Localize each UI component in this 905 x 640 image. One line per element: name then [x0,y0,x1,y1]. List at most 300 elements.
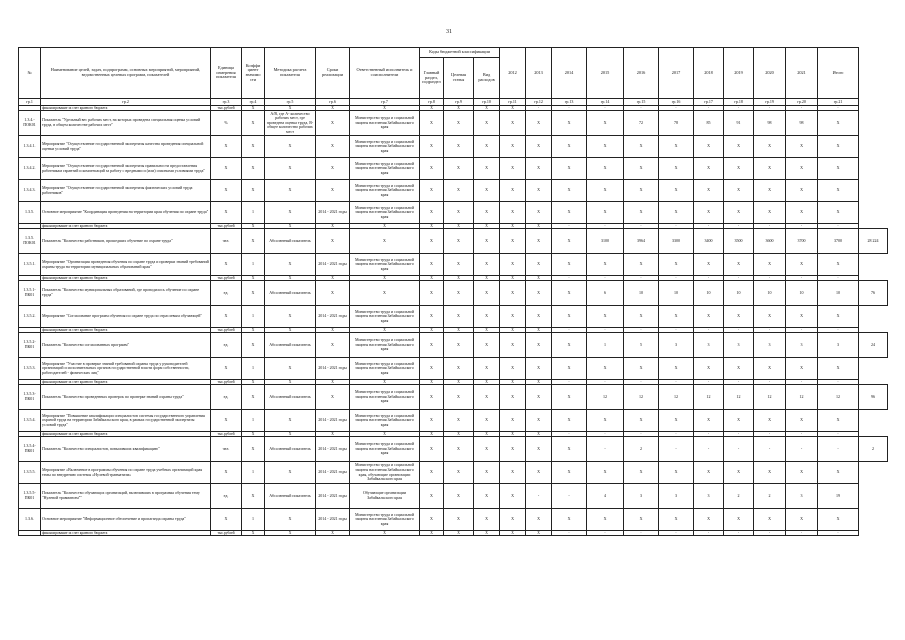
cell: X [500,328,526,333]
cell: X [420,111,444,136]
row-code: 1.3.5.5. [19,462,41,484]
cell: X [552,385,587,410]
column-number: гр.7 [350,99,420,106]
cell: X [526,281,552,306]
cell: - [786,224,818,229]
column-number: гр.19 [754,99,786,106]
page-number: 31 [446,29,452,35]
row-code: 1.3.5.3. [19,358,41,380]
row-code: 1.3.5.2. [19,306,41,328]
cell: Абсолютный показатель [265,385,316,410]
row-code: 1.3.5.5- ПК01 [19,484,41,509]
cell: X [420,437,444,462]
cell: X [500,111,526,136]
cell: X [552,462,587,484]
cell: X [624,410,659,432]
column-number: гр.14 [587,99,624,106]
cell: 2 [754,484,786,509]
cell: X [444,229,474,254]
cell: X [444,306,474,328]
cell: X [242,333,265,358]
cell: X [786,306,818,328]
cell: Абсолютный показатель [265,437,316,462]
column-number: гр.15 [624,99,659,106]
cell: X [265,276,316,281]
cell: X [624,158,659,180]
cell: X [474,229,500,254]
row-title: Мероприятие "Организация проведения обучения по охране труда и проверки знаний требований охраны труда на территории муниципальных образований края" [41,254,211,276]
cell: X [818,358,859,380]
cell: X [500,229,526,254]
cell: X [474,111,500,136]
cell: - [724,380,754,385]
cell: X [587,136,624,158]
cell: X [694,509,724,531]
cell: X [420,509,444,531]
cell: X [444,224,474,229]
cell: - [552,531,587,536]
cell: X [624,202,659,224]
cell: 10 [724,281,754,306]
cell: X [265,136,316,158]
cell: X [526,111,552,136]
cell: X [659,180,694,202]
header-unit: Единица измерения показателя [211,48,242,99]
cell: X [724,462,754,484]
cell: - [552,432,587,437]
cell: X [350,328,420,333]
cell: 3700 [818,229,859,254]
cell: X [316,111,350,136]
cell: 2 [859,437,888,462]
cell: X [552,358,587,380]
cell: X [316,385,350,410]
cell: X [659,158,694,180]
cell: X [242,111,265,136]
cell: X [624,180,659,202]
cell: - [659,437,694,462]
cell: X [694,158,724,180]
cell: X [587,358,624,380]
cell: - [552,484,587,509]
cell: 28 224 [859,229,888,254]
cell: - [552,380,587,385]
cell: X [500,484,526,509]
cell: X [552,229,587,254]
program-table [18,47,888,536]
cell: X [444,276,474,281]
row-code: 1.3.4.2. [19,158,41,180]
cell: X [316,229,350,254]
indicator-row [19,229,888,254]
cell: - [818,437,859,462]
cell: X [474,281,500,306]
cell: X [624,254,659,276]
cell: X [724,306,754,328]
cell: X [500,437,526,462]
cell: X [526,333,552,358]
cell: X [316,328,350,333]
cell: X [444,358,474,380]
cell: X [624,358,659,380]
column-number: гр.6 [316,99,350,106]
row-title: финансирование за счет краевого бюджета [41,380,211,385]
cell: X [526,437,552,462]
column-number: гр.21 [818,99,859,106]
cell: X [420,106,444,111]
cell: X [474,462,500,484]
cell: X [786,202,818,224]
cell: - [624,276,659,281]
measure-row [19,358,888,380]
cell: X [420,328,444,333]
column-number: гр.17 [694,99,724,106]
cell: X [265,328,316,333]
cell: X [350,531,420,536]
cell: 98 [786,111,818,136]
cell: 10 [786,281,818,306]
row-code: 1.3.5.2- ПК01 [19,333,41,358]
cell: 85 [694,111,724,136]
cell: X [211,202,242,224]
cell: 2014 - 2021 годы [316,306,350,328]
cell: X [444,281,474,306]
cell: - [659,531,694,536]
cell: 10 [818,281,859,306]
cell: X [786,509,818,531]
cell: Министерство труда и социальной защиты населения Забайкальского края [350,437,420,462]
cell: - [624,224,659,229]
cell: тыс.рублей [211,106,242,111]
cell: X [474,202,500,224]
cell: Министерство труда и социальной защиты населения Забайкальского края [350,306,420,328]
row-code: 1.3.5.1- ПК01 [19,281,41,306]
cell: 12 [694,385,724,410]
cell: X [444,328,474,333]
cell: X [500,281,526,306]
cell: - [818,380,859,385]
table-body [19,106,888,536]
cell: 3500 [724,229,754,254]
row-title: финансирование за счет краевого бюджета [41,106,211,111]
cell: X [242,385,265,410]
cell: 3 [694,484,724,509]
cell: - [724,276,754,281]
cell: X [211,254,242,276]
column-number: гр.9 [444,99,474,106]
cell: X [659,358,694,380]
cell: Абсолютный показатель [265,229,316,254]
cell: X [265,531,316,536]
cell: X [316,136,350,158]
cell: X [818,111,859,136]
cell: X [444,432,474,437]
cell: X [552,202,587,224]
cell: X [500,254,526,276]
cell: A/B, где A- количество рабочих мест, где проведена оценка труда, B- общее количество рабочих мест [265,111,316,136]
cell: X [659,254,694,276]
cell: X [474,358,500,380]
cell: X [526,432,552,437]
cell: X [724,158,754,180]
cell: X [694,180,724,202]
cell: X [350,432,420,437]
cell: X [420,224,444,229]
cell: - [587,106,624,111]
indicator-row [19,437,888,462]
cell: X [694,254,724,276]
row-title: финансирование за счет краевого бюджета [41,224,211,229]
column-number: гр.11 [500,99,526,106]
cell: - [552,224,587,229]
cell: X [420,158,444,180]
cell: X [754,158,786,180]
cell: X [350,229,420,254]
cell: X [474,306,500,328]
cell: 3 [724,333,754,358]
cell: Министерство труда и социальной защиты населения Забайкальского края [350,202,420,224]
cell: X [526,136,552,158]
cell: X [474,380,500,385]
cell: X [500,158,526,180]
cell: - [818,432,859,437]
cell: X [526,358,552,380]
cell: X [500,462,526,484]
cell: - [587,437,624,462]
cell: X [474,180,500,202]
cell: - [624,106,659,111]
cell: X [265,462,316,484]
cell: 12 [659,385,694,410]
cell: - [694,224,724,229]
cell: X [420,410,444,432]
cell: - [587,276,624,281]
cell: Министерство труда и социальной защиты населения Забайкальского края [350,111,420,136]
cell: X [724,410,754,432]
cell: 12 [624,385,659,410]
header-name: Наименование целей, задач, подпрограмм, основных мероприятий, мероприятий, ведомственных целевых программ, показателей [41,48,211,99]
cell: 10 [659,281,694,306]
cell: X [242,224,265,229]
cell: 1 [242,462,265,484]
cell: X [265,224,316,229]
header-year-2015: 2015 [587,48,624,99]
cell: X [526,229,552,254]
cell: X [265,432,316,437]
cell: 3600 [754,229,786,254]
cell: тыс.рублей [211,380,242,385]
cell: X [552,254,587,276]
cell: X [420,484,444,509]
cell: X [474,385,500,410]
cell: 3 [659,484,694,509]
cell: X [444,106,474,111]
column-number: гр.16 [659,99,694,106]
cell: 12 [754,385,786,410]
cell: X [786,180,818,202]
cell: - [694,432,724,437]
cell: X [818,254,859,276]
cell: X [242,432,265,437]
cell: X [350,106,420,111]
header-year-2012: 2012 [500,48,526,99]
cell: - [694,380,724,385]
cell: X [474,432,500,437]
header-year-2021: 2021 [786,48,818,99]
cell: X [587,111,624,136]
cell: X [316,106,350,111]
cell: X [242,136,265,158]
cell: X [818,158,859,180]
cell: X [500,432,526,437]
cell: X [552,509,587,531]
row-title: Показатель "Количество муниципальных образований, где проводилось обучение по охране труда" [41,281,211,306]
cell: X [786,136,818,158]
cell: 1 [242,410,265,432]
cell: - [624,531,659,536]
measure-row [19,254,888,276]
cell: - [786,432,818,437]
cell: X [526,180,552,202]
cell: - [724,437,754,462]
cell: X [659,136,694,158]
cell: X [500,136,526,158]
cell: 6 [587,281,624,306]
cell: X [500,224,526,229]
measure-row [19,410,888,432]
cell: X [526,306,552,328]
cell: X [724,202,754,224]
cell: X [265,410,316,432]
cell: - [818,276,859,281]
header-year-2019: 2019 [724,48,754,99]
cell: - [552,276,587,281]
header-year-2013: 2013 [526,48,552,99]
cell: - [724,432,754,437]
cell: X [754,202,786,224]
cell: - [659,224,694,229]
cell: X [500,385,526,410]
cell: X [316,180,350,202]
cell: 4 [587,484,624,509]
cell: 3400 [694,229,724,254]
cell: - [694,328,724,333]
cell: X [659,202,694,224]
column-number: гр.3 [211,99,242,106]
cell: X [786,462,818,484]
column-number: гр.18 [724,99,754,106]
column-number: гр.2 [41,99,211,106]
row-title: Показатель "Удельный вес рабочих мест, на которых проведена специальная оценка условий труда, в общем количестве рабочих мест" [41,111,211,136]
cell: 2014 - 2021 годы [316,410,350,432]
cell: чел. [211,437,242,462]
cell: - [786,437,818,462]
cell: X [754,180,786,202]
row-title: Мероприятие "Согласование программ обучения по охране труда по отраслевым обучающей" [41,306,211,328]
cell: X [420,333,444,358]
cell: - [587,531,624,536]
cell: X [624,509,659,531]
column-number: гр.1 [19,99,41,106]
cell: X [444,462,474,484]
cell: - [587,224,624,229]
cell: - [552,106,587,111]
cell: 10 [624,281,659,306]
cell: X [316,224,350,229]
measure-row [19,202,888,224]
cell: X [444,202,474,224]
indicator-row [19,111,888,136]
measure-row [19,462,888,484]
cell: X [500,380,526,385]
cell: X [552,410,587,432]
cell: 2014 - 2021 годы [316,462,350,484]
cell: Абсолютный показатель [265,484,316,509]
cell: X [242,229,265,254]
cell: X [265,358,316,380]
cell: X [350,281,420,306]
cell: X [724,509,754,531]
cell: - [552,328,587,333]
cell: Министерство труда и социальной защиты населения Забайкальского края [350,180,420,202]
cell: X [526,254,552,276]
cell: 2014 - 2021 годы [316,484,350,509]
cell: X [474,158,500,180]
cell: ед. [211,281,242,306]
cell: 5 [624,333,659,358]
cell: чел. [211,229,242,254]
column-number: гр.20 [786,99,818,106]
cell: 2 [624,437,659,462]
row-title: Показатель "Количество работников, прошедших обучение по охране труда" [41,229,211,254]
cell: Обучающие организации Забайкальского края [350,484,420,509]
cell: X [624,306,659,328]
row-title: финансирование за счет краевого бюджета [41,531,211,536]
cell: X [694,462,724,484]
cell: X [474,254,500,276]
cell: X [474,509,500,531]
cell: X [818,410,859,432]
cell: X [624,462,659,484]
cell: - [818,531,859,536]
row-title: Мероприятие "Повышение квалификации специалистов системы государственного управления охраной труда на территории Забайкальского края, в рамках государственной экспертизы условий труда" [41,410,211,432]
cell: % [211,111,242,136]
cell: ед. [211,385,242,410]
cell: X [316,531,350,536]
cell: X [242,106,265,111]
cell: X [444,180,474,202]
cell: X [444,136,474,158]
cell: X [500,531,526,536]
row-title: Мероприятие "Осуществление государственной экспертизы качества проведения специальной оценки условий труда" [41,136,211,158]
cell: 76 [859,281,888,306]
header-code-type: Вид расходов [474,58,500,99]
cell: - [724,224,754,229]
cell: X [500,410,526,432]
cell: X [552,136,587,158]
cell: X [420,380,444,385]
cell: X [694,306,724,328]
cell: 1 [587,333,624,358]
cell: 10 [754,281,786,306]
row-title: Основное мероприятие "Координация проведения на территории края обучения по охране труда" [41,202,211,224]
cell: X [444,531,474,536]
cell: X [754,136,786,158]
cell: X [474,410,500,432]
cell: X [420,229,444,254]
cell: X [474,136,500,158]
cell: X [818,306,859,328]
